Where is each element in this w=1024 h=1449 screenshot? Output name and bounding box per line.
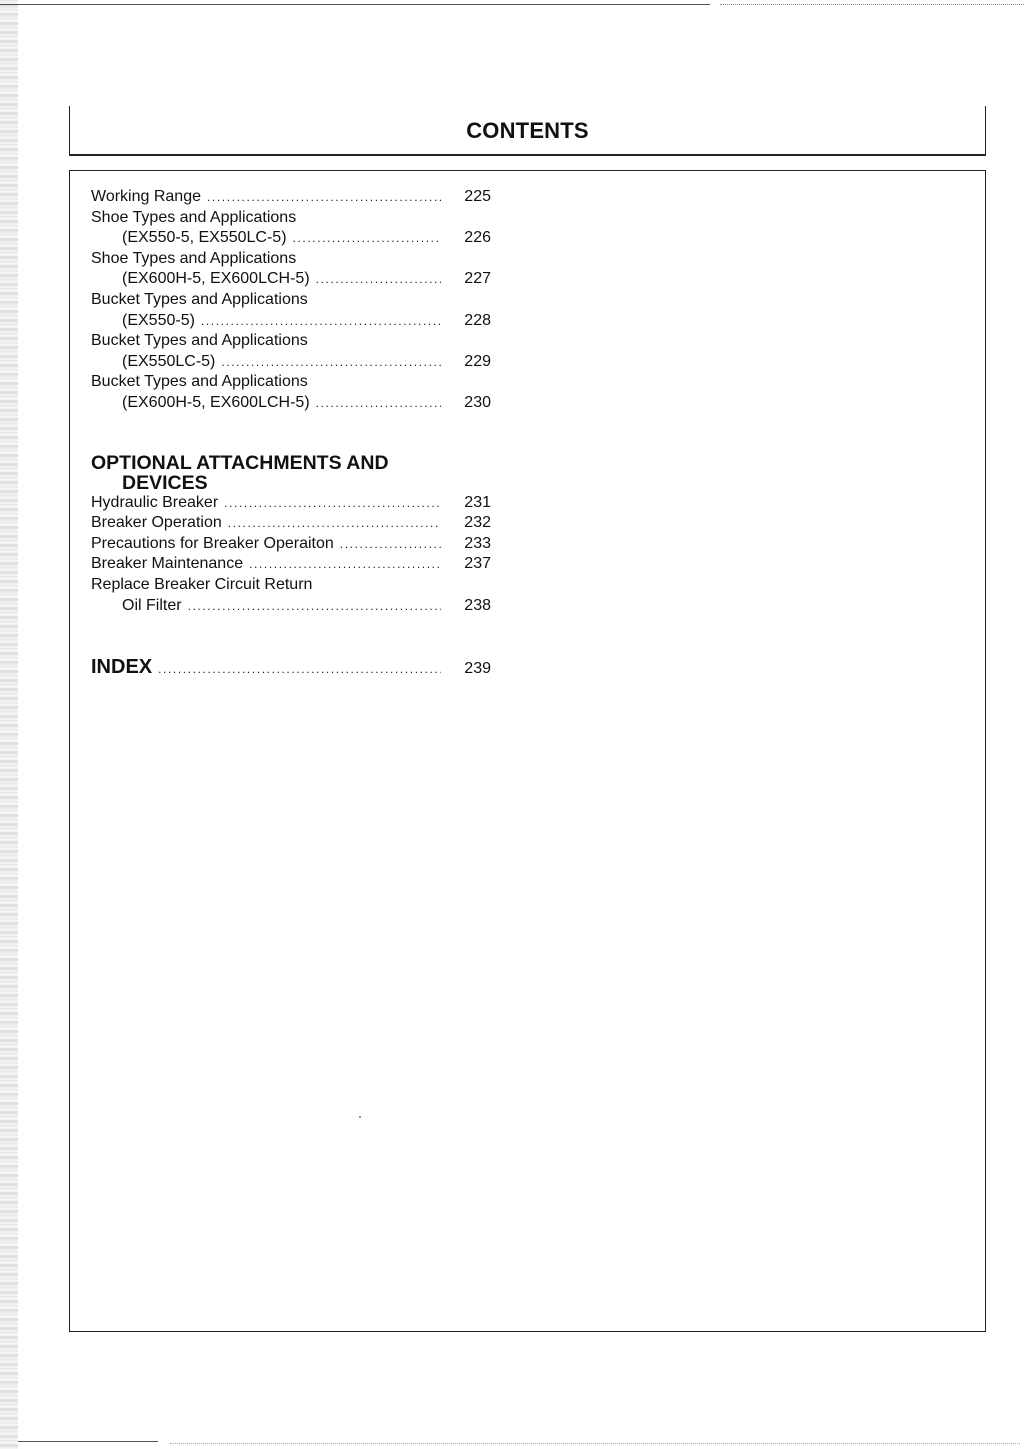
toc-entry-line xyxy=(91,331,491,352)
toc-index-entry[interactable] xyxy=(91,656,491,679)
scan-speck xyxy=(359,1116,361,1118)
toc-entry-title: (EX550-5, EX550LC-5) xyxy=(122,229,287,247)
scan-edge-bottom-dotted xyxy=(170,1443,1020,1444)
toc-entry[interactable] xyxy=(91,575,491,616)
dot-leader xyxy=(201,311,441,332)
toc-page-number: 227 xyxy=(464,270,491,288)
toc-page-number: 225 xyxy=(464,188,491,205)
toc-entry[interactable] xyxy=(91,290,491,331)
dot-leader xyxy=(207,187,441,208)
table-of-contents xyxy=(91,187,491,679)
toc-entry-title: Bucket Types and Applications xyxy=(91,290,308,308)
scan-edge-top xyxy=(0,4,710,5)
dot-leader xyxy=(224,493,441,514)
toc-page-number: 233 xyxy=(464,534,491,552)
dot-leader xyxy=(249,554,441,575)
toc-optional-list xyxy=(91,493,491,617)
toc-page-number: 231 xyxy=(464,493,491,511)
dot-leader xyxy=(316,393,441,414)
toc-entry-title: Breaker Maintenance xyxy=(91,555,244,573)
toc-page-number: 230 xyxy=(464,393,491,411)
toc-entry-line xyxy=(91,575,491,596)
dot-leader xyxy=(221,352,441,373)
toc-entry-line xyxy=(91,393,491,414)
toc-entry-title: Bucket Types and Applications xyxy=(91,332,308,350)
toc-entry-title: Shoe Types and Applications xyxy=(91,249,297,267)
section-heading-line-2: DEVICES xyxy=(122,471,208,494)
toc-entry-line xyxy=(91,372,491,393)
toc-main-list xyxy=(91,187,491,414)
dot-leader xyxy=(158,662,441,676)
toc-entry-line xyxy=(91,534,491,555)
toc-entry[interactable] xyxy=(91,534,491,555)
toc-page-number: 228 xyxy=(464,311,491,329)
dot-leader xyxy=(188,596,441,617)
toc-page-number: 226 xyxy=(464,229,491,247)
toc-entry-line xyxy=(91,554,491,575)
toc-entry[interactable] xyxy=(91,372,491,413)
toc-entry-title: Replace Breaker Circuit Return xyxy=(91,575,313,593)
page-title: CONTENTS xyxy=(466,118,589,143)
toc-entry-line xyxy=(91,249,491,270)
toc-entry-line xyxy=(91,352,491,373)
content-frame xyxy=(69,170,986,1332)
section-heading-optional-attachments xyxy=(91,453,431,493)
scan-edge-left xyxy=(0,0,18,1449)
toc-entry[interactable] xyxy=(91,493,491,514)
dot-leader xyxy=(228,513,441,534)
toc-entry-title: Hydraulic Breaker xyxy=(91,493,219,511)
toc-entry[interactable] xyxy=(91,249,491,290)
section-heading-line-1: OPTIONAL ATTACHMENTS AND xyxy=(91,451,389,474)
toc-entry-line xyxy=(91,290,491,311)
toc-entry-title: Breaker Operation xyxy=(91,514,222,532)
toc-entry-title: (EX600H-5, EX600LCH-5) xyxy=(122,270,310,288)
toc-entry-title: Precautions for Breaker Operaiton xyxy=(91,534,334,552)
toc-entry-line xyxy=(91,228,491,249)
toc-entry-line xyxy=(91,187,491,208)
toc-entry-title: Bucket Types and Applications xyxy=(91,373,308,391)
toc-entry-title: Working Range xyxy=(91,188,201,205)
index-page-number: 239 xyxy=(464,660,491,678)
toc-entry-title: (EX600H-5, EX600LCH-5) xyxy=(122,393,310,411)
scan-edge-bottom xyxy=(18,1441,158,1442)
toc-entry-line xyxy=(91,311,491,332)
toc-page-number: 229 xyxy=(464,352,491,370)
toc-page-number: 232 xyxy=(464,514,491,532)
index-label: INDEX xyxy=(91,656,153,679)
toc-entry-line xyxy=(91,269,491,290)
dot-leader xyxy=(316,269,441,290)
toc-entry[interactable] xyxy=(91,513,491,534)
header-box xyxy=(69,106,986,156)
toc-entry[interactable] xyxy=(91,187,491,208)
toc-entry-title: Oil Filter xyxy=(122,596,182,614)
toc-entry[interactable] xyxy=(91,331,491,372)
toc-entry-line xyxy=(91,493,491,514)
toc-entry[interactable] xyxy=(91,554,491,575)
toc-entry-title: (EX550-5) xyxy=(122,311,195,329)
toc-entry-line xyxy=(91,596,491,617)
toc-page-number: 237 xyxy=(464,555,491,573)
toc-entry-line xyxy=(91,208,491,229)
toc-entry-line xyxy=(91,513,491,534)
dot-leader xyxy=(293,228,441,249)
toc-entry[interactable] xyxy=(91,208,491,249)
toc-page-number: 238 xyxy=(464,596,491,614)
scan-edge-top-dotted xyxy=(720,4,1024,5)
toc-entry-title: (EX550LC-5) xyxy=(122,352,216,370)
toc-entry-title: Shoe Types and Applications xyxy=(91,208,297,226)
dot-leader xyxy=(340,534,441,555)
